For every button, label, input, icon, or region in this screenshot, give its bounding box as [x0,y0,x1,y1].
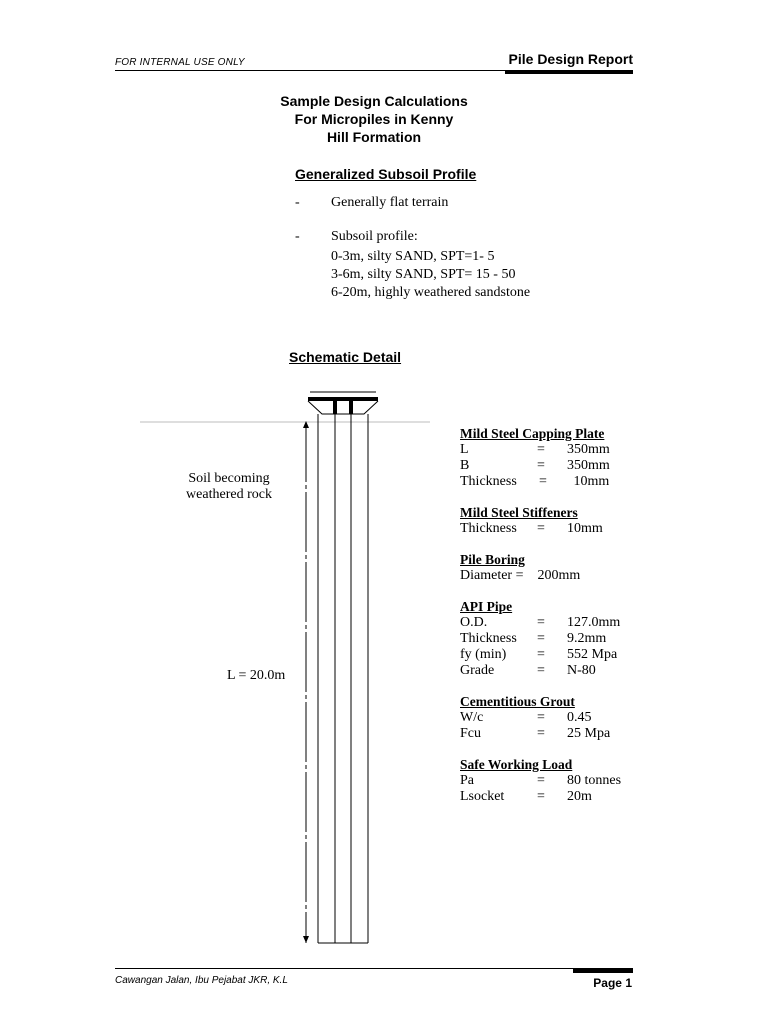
spec-key: Pa [460,773,474,788]
subsoil-layer: 6-20m, highly weathered sandstone [331,285,531,300]
subsoil-layer: 0-3m, silty SAND, SPT=1- 5 [331,249,495,264]
page-number: Page 1 [593,976,632,990]
spec-equals: = [537,631,545,646]
page-title-line-1: Sample Design Calculations [280,93,468,109]
spec-value: 9.2mm [567,631,607,646]
spec-value: 127.0mm [567,615,621,630]
spec-title-capping-plate: Mild Steel Capping Plate [460,426,605,441]
spec-key: Thickness [460,631,517,646]
bullet-terrain: Generally flat terrain [331,195,449,210]
spec-value: 350mm [567,458,610,473]
spec-row-diameter: Diameter = 200mm [460,568,581,583]
spec-key: Fcu [460,726,481,741]
spec-value: 10mm [570,474,610,489]
spec-value: 25 Mpa [567,726,611,741]
spec-title-safe-load: Safe Working Load [460,757,573,772]
spec-value: 20m [567,789,592,804]
header-bar [505,71,633,74]
spec-value: 10mm [567,521,603,536]
spec-key: Lsocket [460,789,505,804]
micropile-schematic [0,380,440,960]
capping-plate [308,397,378,401]
header-internal-label: FOR INTERNAL USE ONLY [115,57,245,68]
spec-title-stiffeners: Mild Steel Stiffeners [460,505,578,520]
spec-equals: = [537,789,545,804]
header-report-title: Pile Design Report [508,51,633,67]
spec-key: W/c [460,710,484,725]
spec-key: Thickness [460,474,517,489]
spec-equals: = [537,458,545,473]
spec-key: O.D. [460,615,488,630]
subsoil-heading: Generalized Subsoil Profile [295,166,477,182]
page-title-line-3: Hill Formation [326,129,422,145]
spec-value: 552 Mpa [567,647,618,662]
footer-department: Cawangan Jalan, Ibu Pejabat JKR, K.L [115,975,288,986]
bullet-dash: - [295,229,300,244]
spec-title-grout: Cementitious Grout [460,694,575,709]
spec-equals: = [537,442,545,457]
spec-value: N-80 [567,663,596,678]
bullet-dash: - [295,195,300,210]
spec-equals: = [537,615,545,630]
soil-label-line-2: weathered rock [186,487,272,502]
spec-equals: = [537,663,545,678]
spec-title-api-pipe: API Pipe [460,599,513,614]
spec-key: fy (min) [460,647,507,662]
stiffener-left [333,401,337,414]
footer-bar [573,969,633,973]
spec-key: Grade [460,663,495,678]
stiffener-right [349,401,353,414]
pile-length-label: L = 20.0m [227,668,286,683]
spec-key: Thickness [460,521,517,536]
page-title-line-2: For Micropiles in Kenny [294,111,454,127]
dimension-arrow-bottom [303,936,309,943]
bullet-subsoil-label: Subsoil profile: [331,229,418,244]
subsoil-layer: 3-6m, silty SAND, SPT= 15 - 50 [331,267,516,282]
spec-value: 80 tonnes [567,773,622,788]
spec-key: L [460,442,469,457]
spec-equals: = [537,521,545,536]
spec-equals: = [537,773,545,788]
schematic-heading: Schematic Detail [289,349,402,365]
soil-label-line-1: Soil becoming [188,471,270,486]
spec-equals: = [537,726,545,741]
spec-value: 350mm [567,442,610,457]
cap-taper [308,401,378,414]
spec-equals: = [539,474,547,489]
spec-key: B [460,458,470,473]
spec-value: 0.45 [567,710,592,725]
footer-rule [115,968,633,969]
spec-title-pile-boring: Pile Boring [460,552,525,567]
spec-equals: = [537,710,545,725]
spec-equals: = [537,647,545,662]
